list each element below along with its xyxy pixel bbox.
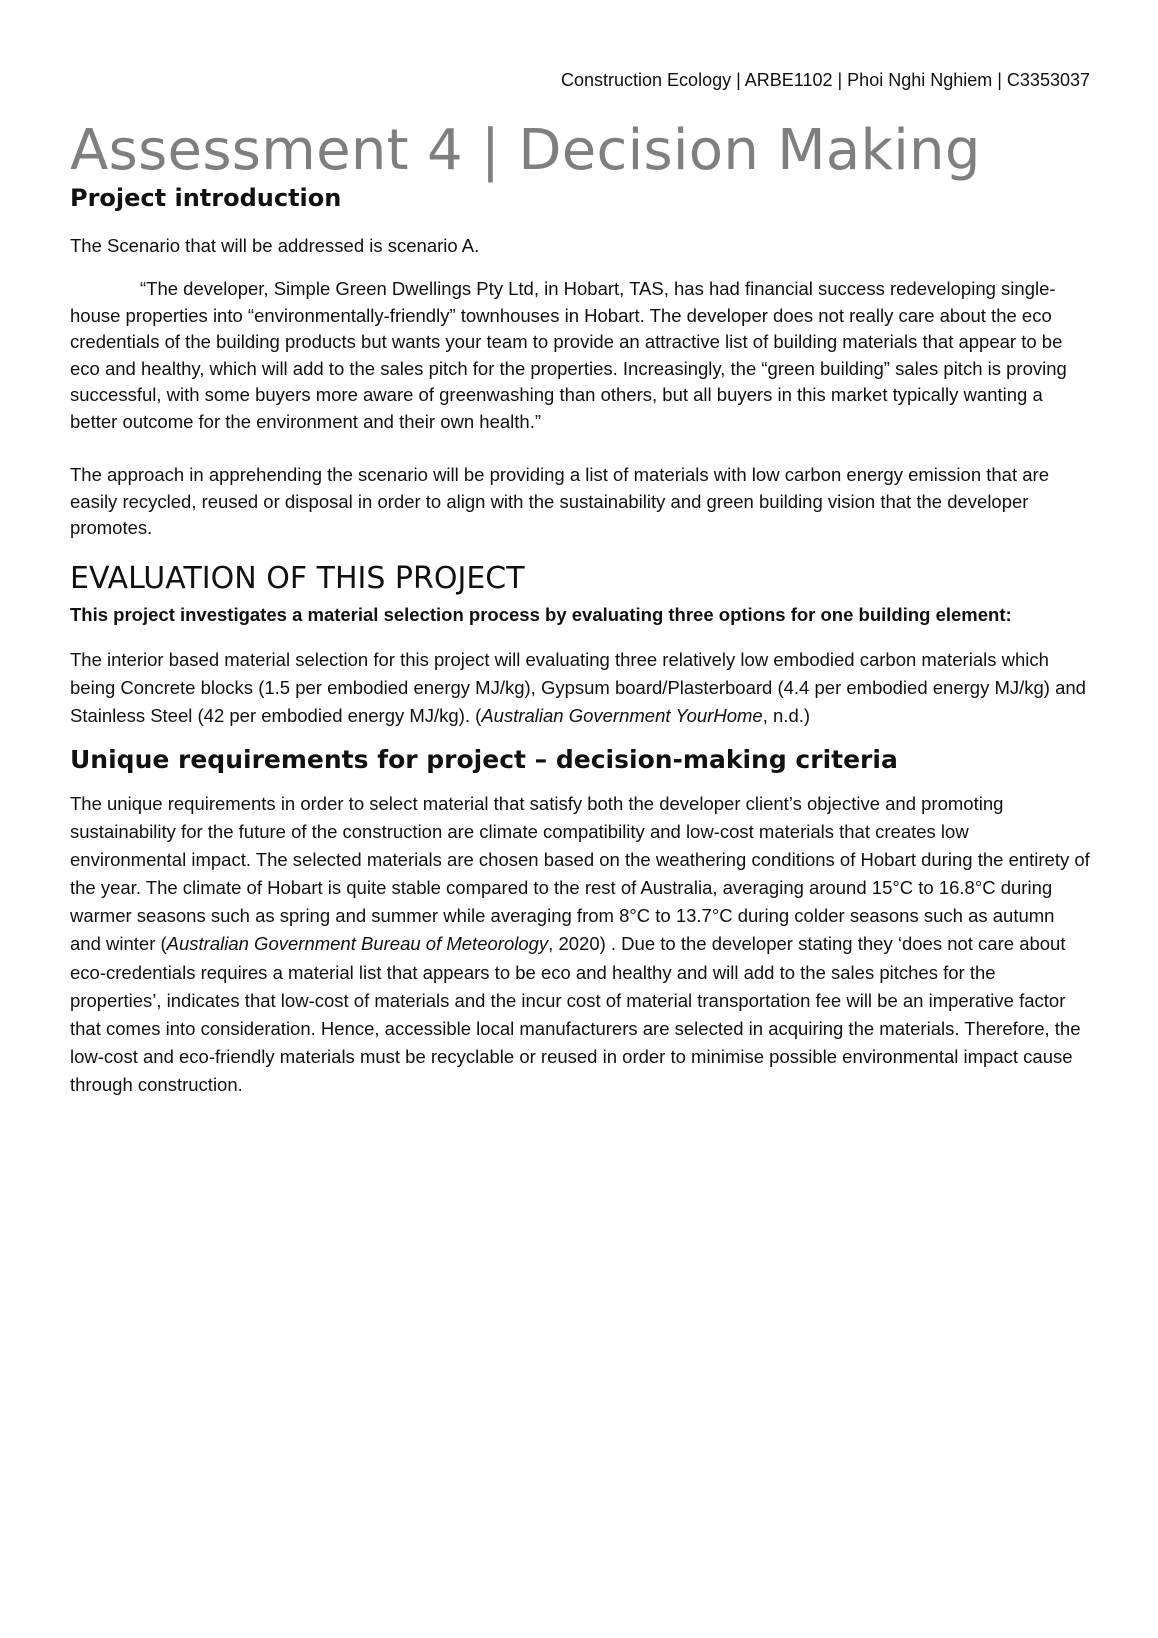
- unique-requirements-paragraph: [70, 790, 1090, 1099]
- unique-text-part2: , 2020) . Due to the developer stating they ‘does not care about eco-credentials requires a material list that appears to be eco and healthy and will add to the sales pitches for the properties’, indicates that low-cost of materials and the incur cost of material transportation fee will be an imperative factor that comes into consideration. Hence, accessible local manufacturers are selected in acquiring the materials. Therefore, the low-cost and eco-friendly materials must be recyclable or reused in order to minimise possible environmental impact cause through construction.: [70, 933, 1081, 1095]
- interior-tail: , n.d.): [762, 705, 811, 726]
- interior-materials-paragraph: [70, 646, 1090, 730]
- interior-citation: Australian Government YourHome: [481, 705, 763, 726]
- interior-text: The interior based material selection for this project will evaluating three relatively low embodied carbon materials which being Concrete blocks (1.5 per embodied energy MJ/kg), Gypsum board/Plasterboard (4.4 per embodied energy MJ/kg) and Stainless Steel (42 per embodied energy MJ/kg). (: [70, 649, 1086, 726]
- evaluation-intro: This project investigates a material selection process by evaluating three options for one building element:: [70, 604, 1012, 625]
- running-header: Construction Ecology | ARBE1102 | Phoi Nghi Nghiem | C3353037: [561, 70, 1090, 90]
- project-introduction-heading: Project introduction: [70, 184, 342, 212]
- approach-paragraph: The approach in apprehending the scenario will be providing a list of materials with low carbon energy emission that are easily recycled, reused or disposal in order to align with the sustainability and green building vision that the developer promotes.: [70, 464, 1049, 538]
- scenario-line: The Scenario that will be addressed is scenario A.: [70, 235, 480, 256]
- unique-requirements-heading: Unique requirements for project – decision-making criteria: [70, 745, 898, 774]
- bom-citation: Australian Government Bureau of Meteorology: [166, 933, 549, 955]
- evaluation-heading: EVALUATION OF THIS PROJECT: [70, 561, 525, 596]
- document-title: Assessment 4 | Decision Making: [70, 118, 981, 183]
- unique-text-part1: The unique requirements in order to select material that satisfy both the developer client’s objective and promoting sustainability for the future of the construction are climate compatibility and low-cost materials that creates low environmental impact. The selected materials are chosen based on the weathering conditions of Hobart during the entirety of the year. The climate of Hobart is quite stable compared to the rest of Australia, averaging around 15°C to 16.8°C during warmer seasons such as spring and summer while averaging from 8°C to 13.7°C during colder seasons such as autumn and winter (: [70, 793, 1090, 955]
- scenario-quote: “The developer, Simple Green Dwellings Pty Ltd, in Hobart, TAS, has had financial success redeveloping single-house properties into “environmentally-friendly” townhouses in Hobart. The developer does not really care about the eco credentials of the building products but wants your team to provide an attractive list of building materials that appear to be eco and healthy, which will add to the sales pitch for the properties. Increasingly, the “green building” sales pitch is proving successful, with some buyers more aware of greenwashing than others, but all buyers in this market typically wanting a better outcome for the environment and their own health.”: [70, 278, 1067, 432]
